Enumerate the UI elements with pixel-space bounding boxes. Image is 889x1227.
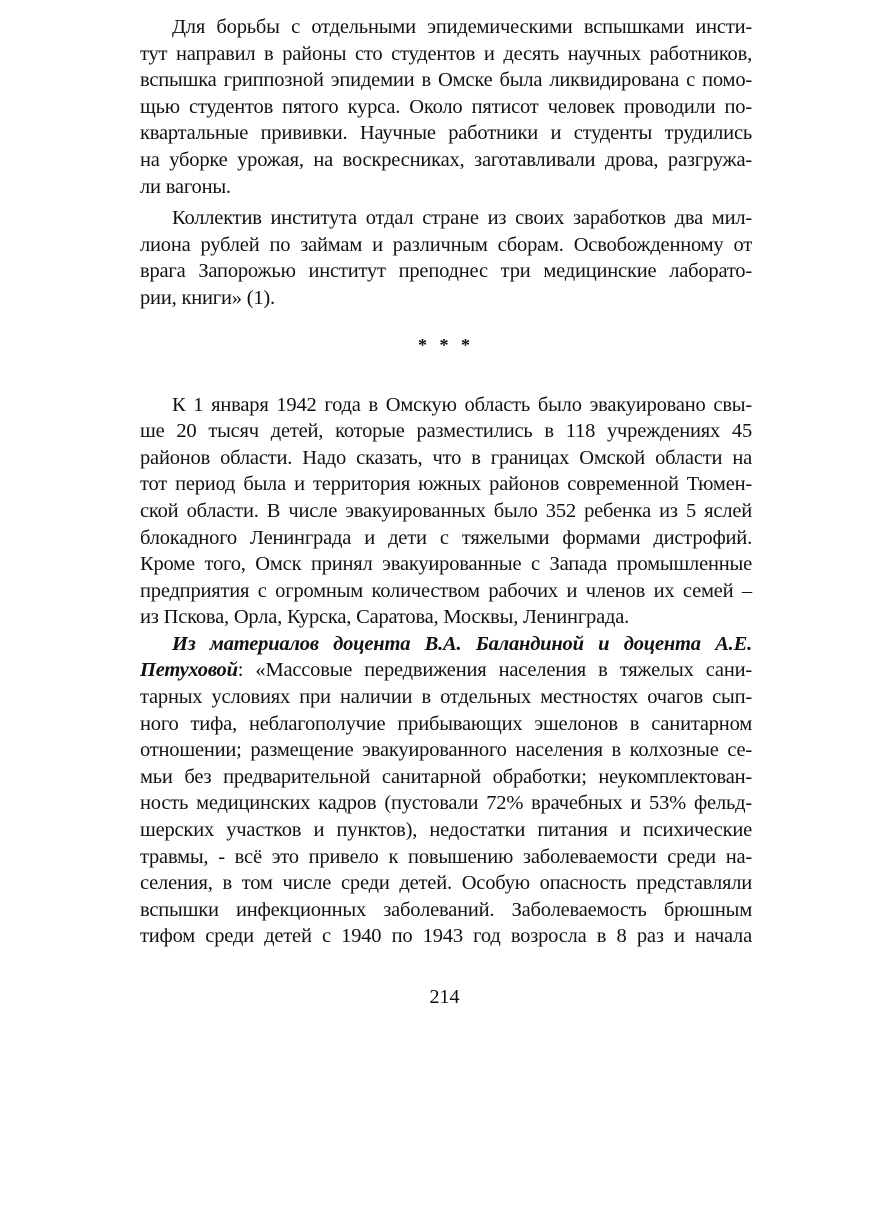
text-line: К 1 января 1942 года в Омскую область было эвакуировано свы- [172, 393, 752, 416]
text-line: ность медицинских кадров (пустовали 72% врачебных и 53% фельд- [140, 792, 752, 815]
text-line: Кроме того, Омск принял эвакуированные с Запада промышленные [140, 553, 752, 576]
text-line: травмы, - всё это привело к повышению заболеваемости среди на- [140, 845, 752, 868]
text-line: блокадного Ленинграда и дети с тяжелыми формами дистрофий. [140, 526, 752, 549]
text-line: ской области. В числе эвакуированных было 352 ребенка из 5 яслей [140, 499, 752, 522]
text-line: вспышка гриппозной эпидемии в Омске была ликвидирована с помо- [140, 69, 752, 92]
text-line: районов области. Надо сказать, что в границах Омской области на [140, 446, 752, 469]
text-line: на уборке урожая, на воскресниках, заготавливали дрова, разгружа- [140, 148, 752, 171]
text-line: тифом среди детей с 1940 по 1943 год возросла в 8 раз и начала [140, 925, 752, 948]
paragraph-evacuated-children [140, 392, 752, 631]
text-line: селения, в том числе среди детей. Особую опасность представляли [140, 872, 752, 895]
text-line: тот период была и территория южных районов современной Тюмен- [140, 473, 752, 496]
text-line: щью студентов пятого курса. Около пятисот человек проводили по- [140, 95, 752, 118]
text-line: лиона рублей по займам и различным сборам. Освобожденному от [140, 233, 752, 256]
text-line: Для борьбы с отдельными эпидемическими вспышками инсти- [172, 16, 752, 38]
text-line: из Пскова, Орла, Курска, Саратова, Москвы, Ленинграда. [140, 606, 630, 629]
text-line: ли вагоны. [140, 175, 231, 198]
section-separator: * * * [418, 334, 474, 355]
text-line: шерских участков и пунктов), недостатки питания и психические [140, 819, 752, 842]
text-run: : «Массовые передвижения населения в тяжелых сани- [237, 659, 752, 682]
text-line: мьи без предварительной санитарной обработки; неукомплектован- [140, 765, 752, 788]
text-line: тут направил в районы сто студентов и десять научных работников, [140, 42, 752, 65]
text-line: рии, книги» (1). [140, 286, 275, 309]
text-line: ше 20 тысяч детей, которые разместились в 118 учреждениях 45 [140, 420, 752, 443]
text-line: вспышки инфекционных заболеваний. Заболеваемость брюшным [140, 898, 752, 921]
text-line: квартальные прививки. Научные работники и студенты трудились [140, 122, 752, 145]
paragraph-docent-materials [140, 631, 752, 950]
page-body [140, 14, 752, 950]
text-line: отношении; размещение эвакуированного населения в колхозные се- [140, 739, 752, 762]
page-number: 214 [429, 986, 460, 1008]
text-line: ного тифа, неблагополучие прибывающих эшелонов в санитарном [140, 712, 752, 735]
text-line: врага Запорожью институт преподнес три медицинские лаборато- [140, 260, 752, 283]
bold-italic-intro: Из материалов доцента В.А. Баландиной и доцента А.Е. [172, 632, 752, 655]
paragraph-institute-donations [140, 205, 752, 311]
paragraph-institute-epidemic [140, 14, 752, 200]
text-line: Коллектив института отдал стране из своих заработков два мил- [172, 207, 752, 230]
text-line: предприятия с огромным количеством рабочих и членов их семей – [140, 579, 752, 602]
text-line-mixed [140, 657, 752, 684]
bold-italic-author: Петуховой [140, 659, 238, 682]
text-line: тарных условиях при наличии в отдельных местностях очагов сып- [140, 686, 752, 709]
